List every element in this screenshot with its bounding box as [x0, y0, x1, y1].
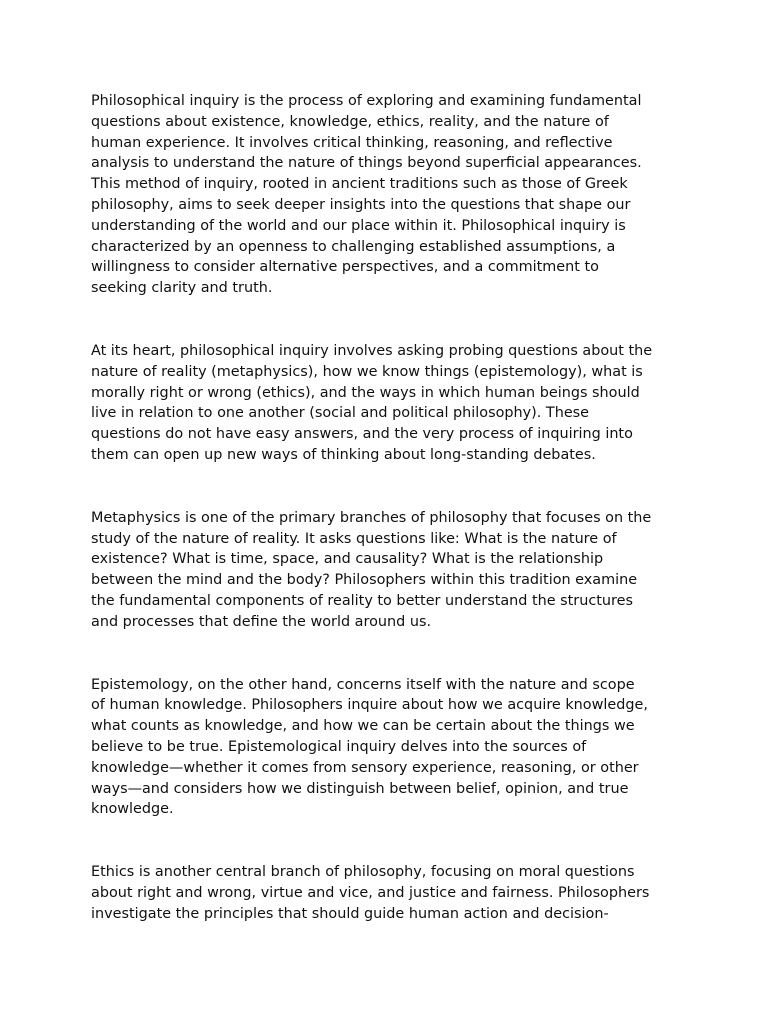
text-line: Epistemology, on the other hand, concerns itself with the nature and scope — [91, 676, 635, 693]
paragraph-ethics — [91, 862, 691, 924]
text-line: Philosophical inquiry is the process of exploring and examining fundamental — [91, 93, 642, 109]
text-line: At its heart, philosophical inquiry involves asking probing questions about the — [91, 342, 653, 359]
paragraph-epistemology — [91, 675, 691, 821]
text-line: nature of reality (metaphysics), how we know things (epistemology), what is — [91, 363, 643, 380]
text-line: seeking clarity and truth. — [91, 280, 273, 297]
text-line: study of the nature of reality. It asks questions like: What is the nature of — [91, 530, 617, 547]
text-line: Metaphysics is one of the primary branches of philosophy that focuses on the — [91, 509, 652, 526]
paragraph-philosophical-inquiry — [91, 91, 691, 299]
paragraph-probing-questions — [91, 341, 691, 466]
text-line: willingness to consider alternative perspectives, and a commitment to — [91, 259, 599, 276]
text-line: Ethics is another central branch of philosophy, focusing on moral questions — [91, 864, 635, 881]
text-line: understanding of the world and our place within it. Philosophical inquiry is — [91, 217, 626, 234]
text-line: human experience. It involves critical thinking, reasoning, and reflective — [91, 134, 613, 151]
text-line: live in relation to one another (social and political philosophy). These — [91, 405, 590, 422]
text-line: analysis to understand the nature of things beyond superficial appearances. — [91, 155, 642, 172]
text-line: morally right or wrong (ethics), and the ways in which human beings should — [91, 384, 640, 401]
text-line: what counts as knowledge, and how we can be certain about the things we — [91, 718, 635, 735]
text-line: about right and wrong, virtue and vice, and justice and fairness. Philosophers — [91, 884, 650, 901]
text-line: between the mind and the body? Philosophers within this tradition examine — [91, 572, 638, 589]
text-line: believe to be true. Epistemological inquiry delves into the sources of — [91, 738, 587, 755]
text-line: characterized by an openness to challenging established assumptions, a — [91, 238, 616, 255]
text-line: ways—and considers how we distinguish between belief, opinion, and true — [91, 780, 629, 797]
text-line: knowledge. — [91, 801, 174, 818]
paragraph-metaphysics — [91, 508, 691, 633]
text-line: This method of inquiry, rooted in ancient traditions such as those of Greek — [91, 176, 628, 193]
text-line: existence? What is time, space, and causality? What is the relationship — [91, 551, 604, 568]
text-line: the fundamental components of reality to better understand the structures — [91, 592, 633, 609]
text-line: them can open up new ways of thinking about long-standing debates. — [91, 446, 596, 463]
text-line: investigate the principles that should guide human action and decision- — [91, 905, 609, 922]
text-line: philosophy, aims to seek deeper insights into the questions that shape our — [91, 196, 631, 213]
text-line: questions about existence, knowledge, ethics, reality, and the nature of — [91, 113, 609, 130]
text-line: and processes that define the world around us. — [91, 613, 432, 630]
text-line: of human knowledge. Philosophers inquire about how we acquire knowledge, — [91, 697, 648, 714]
text-line: questions do not have easy answers, and the very process of inquiring into — [91, 426, 633, 443]
text-line: knowledge—whether it comes from sensory experience, reasoning, or other — [91, 759, 639, 776]
document-page — [91, 91, 691, 967]
